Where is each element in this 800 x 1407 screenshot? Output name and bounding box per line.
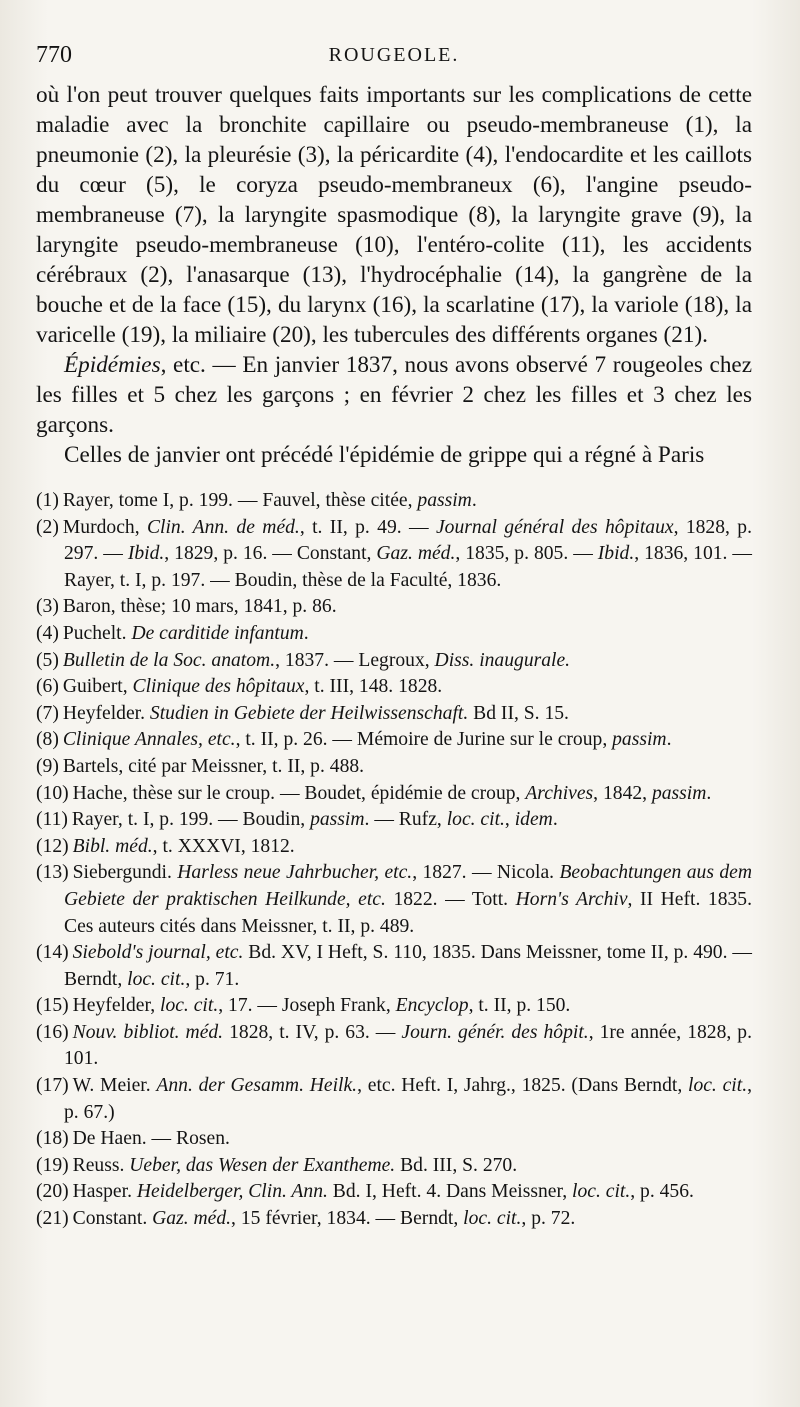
paragraph-complications: où l'on peut trouver quelques faits importants sur les complications de cette maladie avec la bronchite capillaire ou pseudo-membraneuse (1), la pneumonie (2), la pleurésie (3), la péricardite (4), l'endocardite et les caillots du cœur (5), le coryza pseudo-membraneux (6), l'angine pseudo-membraneuse (7), la laryngite spasmodique (8), la laryngite grave (9), la laryngite pseudo-membraneuse (10), l'entéro-colite (11), les accidents cérébraux (2), l'anasarque (13), l'hydrocéphalie (14), la gangrène de la bouche et de la face (15), du larynx (16), la scarlatine (17), la variole (18), la varicelle (19), la miliaire (20), les tubercules des différents organes (21). xyxy=(36,82,752,348)
footnote-italic-text: passim xyxy=(417,490,472,511)
footnote xyxy=(36,754,752,781)
footnote-italic-text: Harless neue Jahrbucher, etc. xyxy=(177,862,413,884)
footnote-number: (20) xyxy=(36,1181,69,1203)
footnote-text: . xyxy=(303,622,309,644)
footnote-text: Heyfelder. xyxy=(62,702,150,724)
footnote xyxy=(36,594,752,621)
footnote-italic-text: Horn's Archiv xyxy=(515,888,628,910)
footnote-italic-text: Ibid. xyxy=(127,543,165,565)
footnote xyxy=(36,648,752,675)
footnote-text: Hache, thèse sur le croup. — Boudet, épidémie de croup, xyxy=(72,782,526,804)
body-text xyxy=(36,80,752,470)
footnote xyxy=(36,674,752,701)
footnote xyxy=(36,727,752,754)
footnote-text: , p. 67.) xyxy=(64,1075,752,1123)
footnote-text: , t. III, 148. 1828. xyxy=(304,676,443,698)
footnote-text: . — Rufz, xyxy=(364,809,447,831)
footnote-italic-text: De carditide infantum xyxy=(131,622,304,644)
footnote-number: (17) xyxy=(36,1075,69,1097)
footnote-text: Rayer, t. I, p. 199. — Boudin, xyxy=(71,809,311,831)
footnote-text: Bd. XV, I Heft, S. 110, 1835. Dans Meissner, tome II, p. 490. — Berndt, xyxy=(64,942,752,990)
footnote-italic-text: Ibid. xyxy=(597,543,635,565)
footnote xyxy=(36,807,752,834)
footnote-number: (14) xyxy=(36,942,69,964)
footnote-italic-text: loc. cit. xyxy=(127,968,186,990)
footnote-number: (9) xyxy=(36,755,59,777)
footnote xyxy=(36,860,752,940)
footnote xyxy=(36,1179,752,1206)
footnote-italic-text: Journal général des hôpitaux xyxy=(435,516,674,538)
footnote-text: , t. II, p. 150. xyxy=(468,995,571,1017)
footnote-number: (12) xyxy=(36,835,69,857)
footnote xyxy=(36,1073,752,1126)
footnote-text: Puchelt. xyxy=(62,622,132,644)
footnote-italic-text: loc. cit. xyxy=(463,1208,522,1230)
footnote-text: Bd. III, S. 270. xyxy=(395,1154,518,1176)
footnote-italic-text: Archives xyxy=(525,782,594,804)
footnote-italic-text: Clinique des hôpitaux xyxy=(132,676,305,698)
footnote-text: De Haen. — Rosen. xyxy=(72,1128,230,1150)
footnote-text: , 17. — Joseph Frank, xyxy=(218,995,396,1017)
footnote-text: 1828, t. IV, p. 63. — xyxy=(223,1021,402,1043)
footnote-italic-text: Ueber, das Wesen der Exantheme. xyxy=(129,1154,396,1176)
footnote-number: (2) xyxy=(36,516,59,538)
footnote-text: W. Meier. xyxy=(72,1075,157,1097)
footnote-number: (11) xyxy=(36,809,68,831)
footnote-italic-text: Nouv. bibliot. méd. xyxy=(72,1021,224,1043)
footnote-italic-text: Diss. inaugurale. xyxy=(434,649,571,671)
footnote-italic-text: loc. cit. xyxy=(572,1181,631,1203)
footnote-number: (16) xyxy=(36,1021,69,1043)
footnote-text: Bd. I, Heft. 4. Dans Meissner, xyxy=(327,1181,573,1203)
running-title: ROUGEOLE. xyxy=(328,44,460,66)
epidemies-heading: Épidémies xyxy=(64,352,161,378)
footnote-italic-text: Gaz. méd. xyxy=(152,1208,232,1230)
footnote-text: Bartels, cité par Meissner, t. II, p. 488. xyxy=(62,755,365,777)
footnote-text: , etc. Heft. I, Jahrg., 1825. (Dans Berndt, xyxy=(357,1075,688,1097)
footnote-text: , p. 71. xyxy=(185,968,240,990)
footnote-text: , t. II, p. 26. — Mémoire de Jurine sur le croup, xyxy=(235,729,613,751)
footnote-text: Heyfelder, xyxy=(72,995,160,1017)
footnote-text: Rayer, tome I, p. 199. — Fauvel, thèse citée, xyxy=(62,490,418,511)
footnote-text: , 1836, 101. — Rayer, t. I, p. 197. — Boudin, thèse de la Faculté, 1836. xyxy=(64,543,753,591)
epidemies-text: , etc. — En janvier 1837, nous avons observé 7 rougeoles chez les filles et 5 chez les garçons ; en février 2 chez les filles et 3 chez les garçons. xyxy=(36,352,752,438)
footnote-text: . xyxy=(706,782,712,804)
footnote-text: , 1828, p. 297. — xyxy=(64,516,752,565)
paragraph-epidemies xyxy=(36,350,752,440)
footnote-text: , 1837. — Legroux, xyxy=(275,649,435,671)
footnote-number: (15) xyxy=(36,995,69,1017)
footnote-text: Constant. xyxy=(72,1208,153,1230)
footnote-italic-text: Journ. génér. des hôpit. xyxy=(401,1021,589,1043)
footnote-italic-text: loc. cit. xyxy=(446,809,505,831)
footnote-italic-text: loc. cit. xyxy=(160,995,219,1017)
footnote-number: (5) xyxy=(36,649,59,671)
footnote-text: , 1re année, 1828, p. 101. xyxy=(64,1021,752,1070)
footnote-number: (8) xyxy=(36,729,59,751)
footnote xyxy=(36,993,752,1020)
footnote-number: (1) xyxy=(36,490,59,511)
footnote-text: , p. 72. xyxy=(521,1208,576,1230)
footnote-italic-text: idem xyxy=(514,809,553,831)
page-number: 770 xyxy=(36,42,72,68)
footnote-italic-text: Bibl. méd. xyxy=(72,835,153,857)
footnote-text: Murdoch, xyxy=(62,516,147,538)
footnote-italic-text: Encyclop xyxy=(395,995,469,1017)
footnote-italic-text: Clinique Annales, etc. xyxy=(62,729,236,751)
footnote-italic-text: Heidelberger, Clin. Ann. xyxy=(136,1181,328,1203)
footnote-text: Bd II, S. 15. xyxy=(468,702,569,724)
paragraph-grippe: Celles de janvier ont précédé l'épidémie de grippe qui a régné à Paris xyxy=(64,442,705,468)
footnote xyxy=(36,1206,752,1233)
footnote-text: , 1827. — Nicola. xyxy=(412,862,560,884)
footnote-text: Hasper. xyxy=(72,1181,137,1203)
footnote xyxy=(36,1020,752,1073)
footnote xyxy=(36,1153,752,1180)
footnote-text: , p. 456. xyxy=(630,1181,694,1203)
footnote xyxy=(36,940,752,993)
footnote-number: (4) xyxy=(36,622,59,644)
footnote-text: , t. XXXVI, 1812. xyxy=(152,835,295,857)
footnote-text: , 1842, xyxy=(593,782,652,804)
running-head xyxy=(36,38,752,80)
footnote-text: . xyxy=(552,809,558,831)
footnote-italic-text: loc. cit. xyxy=(688,1075,748,1097)
footnote-number: (18) xyxy=(36,1128,69,1150)
footnote-text: , 1835, p. 805. — xyxy=(455,543,598,565)
footnote-italic-text: passim xyxy=(612,729,667,751)
footnote-text: Guibert, xyxy=(62,676,133,698)
footnote-italic-text: Siebold's journal, etc. xyxy=(72,942,244,964)
footnote xyxy=(36,781,752,808)
footnote-number: (3) xyxy=(36,596,59,618)
footnote-italic-text: passim xyxy=(651,782,707,804)
footnote-text: , 15 février, 1834. — Berndt, xyxy=(231,1208,464,1230)
footnote-number: (21) xyxy=(36,1208,69,1230)
footnote-text: . xyxy=(471,490,477,511)
footnote xyxy=(36,701,752,728)
footnote-number: (6) xyxy=(36,676,59,698)
footnote-italic-text: Gaz. méd. xyxy=(376,543,456,565)
footnote-text: . xyxy=(666,729,672,751)
footnote-italic-text: Studien in Gebiete der Heilwissenschaft. xyxy=(149,702,469,724)
footnote xyxy=(36,621,752,648)
footnote-number: (19) xyxy=(36,1154,69,1176)
footnote-italic-text: passim xyxy=(310,809,365,831)
footnote-text: Reuss. xyxy=(72,1154,130,1176)
footnote-text: , 1829, p. 16. — Constant, xyxy=(164,543,377,565)
footnote-text: , xyxy=(504,809,515,831)
footnote-text: , t. II, p. 49. — xyxy=(299,516,436,538)
footnote-italic-text: Bulletin de la Soc. anatom. xyxy=(62,649,276,671)
footnote-text: Siebergundi. xyxy=(72,862,178,884)
footnote-text: 1822. — Tott. xyxy=(385,888,516,910)
footnote-text: Baron, thèse; 10 mars, 1841, p. 86. xyxy=(62,596,337,618)
footnote xyxy=(36,834,752,861)
footnote-italic-text: Beobachtungen aus dem Gebiete der praktischen Heilkunde, etc. xyxy=(64,862,752,910)
footnote xyxy=(36,515,752,595)
footnote-number: (13) xyxy=(36,862,69,884)
footnote xyxy=(36,1126,752,1153)
footnote-text: , II Heft. 1835. Ces auteurs cités dans Meissner, t. II, p. 489. xyxy=(64,888,752,937)
footnote-number: (10) xyxy=(36,782,69,804)
footnote-italic-text: Ann. der Gesamm. Heilk. xyxy=(156,1075,358,1097)
footnote-number: (7) xyxy=(36,702,59,724)
footnote-italic-text: Clin. Ann. de méd. xyxy=(146,516,300,538)
footnote xyxy=(36,488,752,515)
footnotes xyxy=(36,488,752,1233)
